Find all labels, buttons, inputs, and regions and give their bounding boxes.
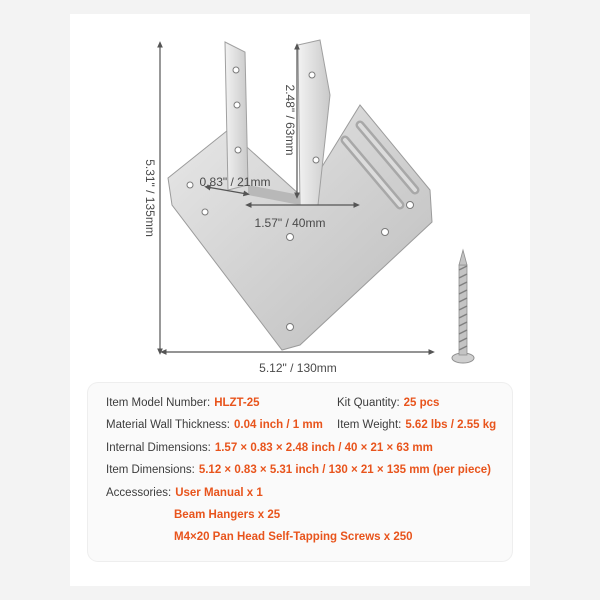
model-number-row: [106, 397, 260, 409]
accessory-item: User Manual x 1: [175, 487, 263, 499]
accessory-item: M4×20 Pan Head Self-Tapping Screws x 250: [174, 531, 413, 543]
accessories-row: [106, 487, 263, 499]
bracket-plate: [168, 40, 432, 350]
wall-thickness-row: [106, 419, 323, 431]
item-weight-label: Item Weight:: [337, 419, 402, 431]
accessory-item: Beam Hangers x 25: [174, 509, 281, 521]
accessories-label: Accessories:: [106, 487, 172, 499]
screw-illustration: [452, 250, 474, 363]
width-dimension-label: 5.12" / 130mm: [259, 361, 337, 375]
item-dimensions-value: 5.12 × 0.83 × 5.31 inch / 130 × 21 × 135 mm (per piece): [198, 464, 491, 476]
item-dimensions-row: [106, 464, 491, 476]
internal-dimensions-row: [106, 442, 433, 454]
internal-dimensions-value: 1.57 × 0.83 × 2.48 inch / 40 × 21 × 63 mm: [214, 442, 433, 454]
accessory-row-3: [174, 531, 413, 543]
internal-dimensions-label: Internal Dimensions:: [106, 442, 211, 454]
kit-quantity-label: Kit Quantity:: [337, 397, 400, 409]
item-weight-value: 5.62 lbs / 2.55 kg: [405, 419, 497, 431]
model-number-value: HLZT-25: [214, 397, 260, 409]
wall-thickness-label: Material Wall Thickness:: [106, 419, 230, 431]
kit-quantity-row: [337, 397, 439, 409]
slot-depth-dimension-label: 0.83" / 21mm: [199, 175, 271, 189]
item-weight-row: [337, 419, 496, 431]
kit-quantity-value: 25 pcs: [403, 397, 440, 409]
wall-thickness-value: 0.04 inch / 1 mm: [233, 419, 323, 431]
slot-height-dimension-label: 2.48" / 63mm: [283, 84, 297, 156]
slot-width-dimension-label: 1.57" / 40mm: [254, 216, 326, 230]
accessory-row-2: [174, 509, 280, 521]
model-number-label: Item Model Number:: [106, 397, 211, 409]
item-dimensions-label: Item Dimensions:: [106, 464, 195, 476]
height-dimension-label: 5.31" / 135mm: [143, 159, 157, 237]
